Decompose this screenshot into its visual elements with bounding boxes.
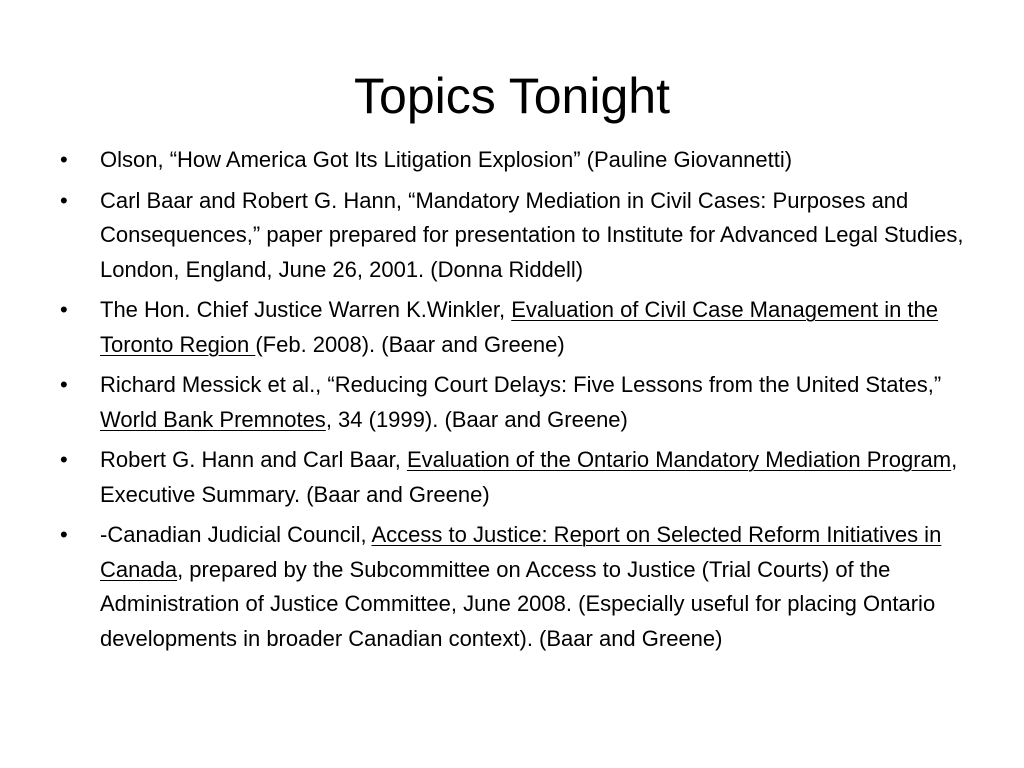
bullet-icon: • xyxy=(60,187,68,213)
bullet-icon: • xyxy=(60,522,68,547)
bullet-text xyxy=(100,447,957,507)
citation-title-underlined: Evaluation of the Ontario Mandatory Mediation Program xyxy=(406,447,952,472)
bullet-text xyxy=(100,522,941,651)
bullet-item-4 xyxy=(60,368,970,437)
bullet-item-1 xyxy=(60,143,970,178)
bullet-item-5 xyxy=(60,443,970,512)
bullet-text xyxy=(100,297,938,357)
slide-title: Topics Tonight xyxy=(354,68,670,124)
bullet-icon: • xyxy=(60,372,68,397)
bullet-item-6 xyxy=(60,518,970,656)
citation-text: The Hon. Chief Justice Warren K.Winkler, xyxy=(100,297,512,322)
citation-text: Olson, “How America Got Its Litigation Explosion” (Pauline Giovannetti) xyxy=(100,147,793,172)
bullet-list xyxy=(60,143,970,662)
bullet-icon: • xyxy=(60,147,68,172)
bullet-text xyxy=(100,372,941,432)
citation-title-underlined: World Bank Premnotes xyxy=(100,406,326,432)
citation-title-underlined: Access to Justice: Report on Selected Reform Initiatives in Canada xyxy=(100,522,942,582)
citation-text: Carl Baar and Robert G. Hann, “Mandatory Mediation in Civil Cases: Purposes and Consequences,” paper prepared for presentation to Institute for Advanced Legal Studies, London, England, June 26, 2001. (Donna Riddell) xyxy=(100,187,964,282)
bullet-icon: • xyxy=(60,447,68,472)
citation-text: Robert G. Hann and Carl Baar, xyxy=(100,447,407,472)
citation-text: Richard Messick et al., “Reducing Court Delays: Five Lessons from the United States,” xyxy=(100,372,942,397)
bullet-item-2 xyxy=(60,184,970,288)
bullet-text xyxy=(100,147,792,172)
citation-text: (Feb. 2008). (Baar and Greene) xyxy=(255,331,565,357)
citation-title-underlined: Evaluation of Civil Case Management in the Toronto Region xyxy=(100,297,939,357)
citation-text: , 34 (1999). (Baar and Greene) xyxy=(325,406,628,432)
bullet-text xyxy=(100,188,963,282)
citation-text: -Canadian Judicial Council, xyxy=(100,522,372,547)
citation-text: , Executive Summary. (Baar and Greene) xyxy=(100,447,958,507)
citation-text: , prepared by the Subcommittee on Access to Justice (Trial Courts) of the Administration of Justice Committee, June 2008. (Especially useful for placing Ontario developments in broader Canadian context). (Baar and Greene) xyxy=(100,556,936,651)
bullet-icon: • xyxy=(60,297,68,322)
bullet-item-3 xyxy=(60,293,970,362)
